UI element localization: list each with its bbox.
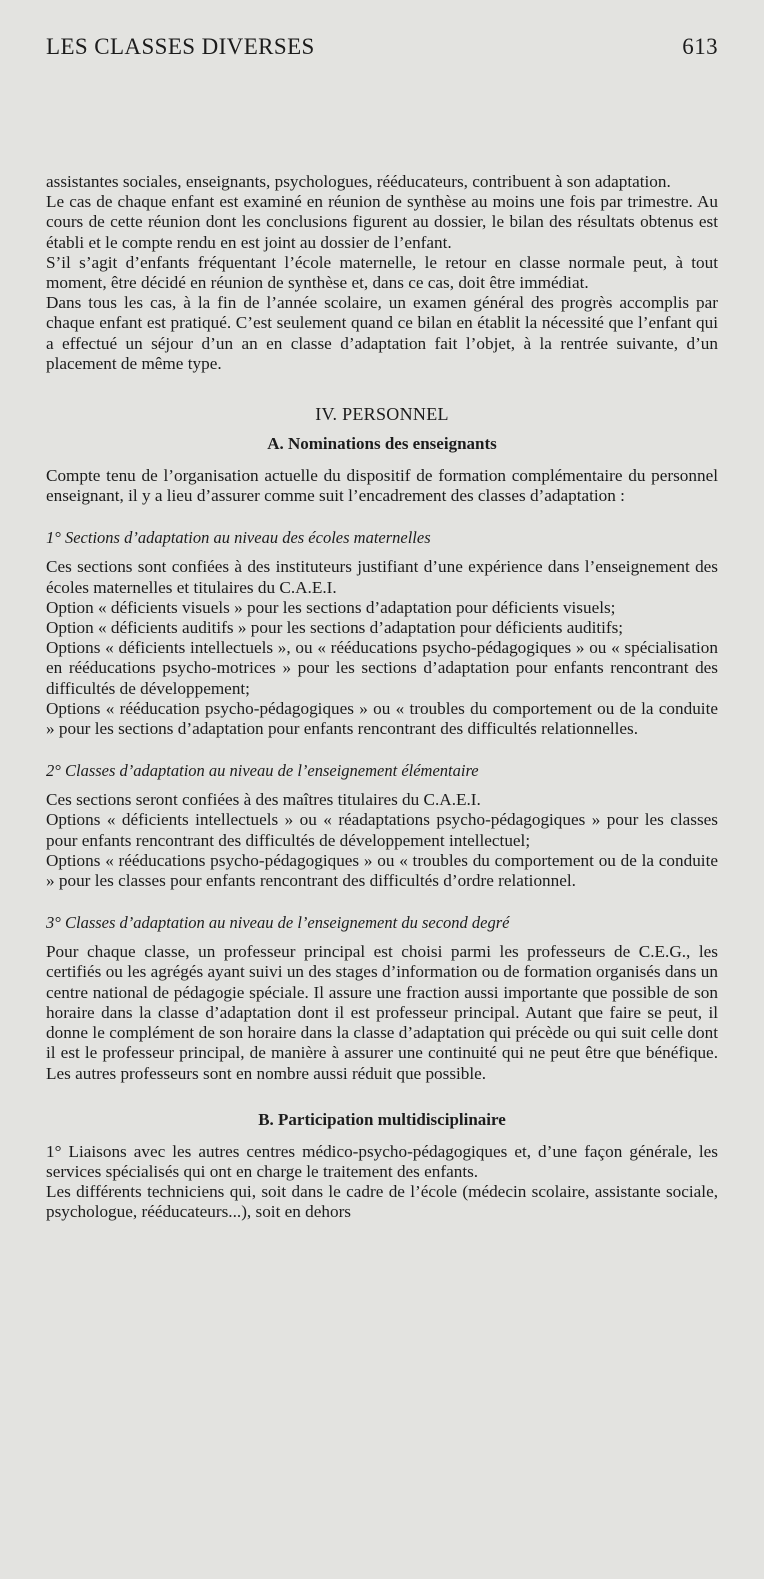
subsection-heading-a: A. Nominations des enseignants: [267, 434, 497, 454]
paragraph: Option « déficients visuels » pour les sections d’adaptation pour déficients visuels;: [46, 597, 616, 617]
paragraph: Options « déficients intellectuels », ou « rééducations psycho-pédagogiques » ou « spécialisation en rééducations psycho-motrices » pour les sections d’adaptation pour enfants rencontrant des difficultés de développement;: [46, 638, 718, 698]
chapter-title: LES CLASSES DIVERSES: [46, 34, 315, 59]
paragraph: Pour chaque classe, un professeur principal est choisi parmi les professeurs de C.E.G., les certifiés ou les agrégés ayant suivi un des stages d’information ou de formation organisés dans un centre national de pédagogie spéciale. Il assure une fraction aussi importante que possible de son horaire dans la classe d’adaptation dont il est professeur principal. Autant que faire se peut, il donne le complément de son horaire dans la classe d’adaptation qui précède ou qui suit celle dont il est le professeur principal, de manière à assurer une continuité qui ne peut être que bénéfique. Les autres professeurs sont en nombre aussi réduit que possible.: [46, 942, 718, 1083]
paragraph: Compte tenu de l’organisation actuelle du dispositif de formation complémentaire du personnel enseignant, il y a lieu d’assurer comme suit l’encadrement des classes d’adaptation :: [46, 466, 718, 506]
body-text: [46, 172, 718, 1223]
item-heading-1: 1° Sections d’adaptation au niveau des écoles maternelles: [46, 528, 431, 548]
paragraph: Option « déficients auditifs » pour les sections d’adaptation pour déficients auditifs;: [46, 618, 624, 638]
paragraph: Options « déficients intellectuels » ou « réadaptations psycho-pédagogiques » pour les classes pour enfants rencontrant des difficultés de développement intellectuel;: [46, 810, 718, 850]
running-head: [46, 34, 718, 60]
section-heading: IV. PERSONNEL: [315, 404, 449, 425]
paragraph: Les différents techniciens qui, soit dans le cadre de l’école (médecin scolaire, assistante sociale, psychologue, rééducateurs...), soit en dehors: [46, 1182, 718, 1222]
item-heading-3: 3° Classes d’adaptation au niveau de l’enseignement du second degré: [46, 913, 510, 933]
item-heading-2: 2° Classes d’adaptation au niveau de l’enseignement élémentaire: [46, 761, 479, 781]
paragraph: Ces sections sont confiées à des instituteurs justifiant d’une expérience dans l’enseignement des écoles maternelles et titulaires du C.A.E.I.: [46, 557, 718, 597]
paragraph: Dans tous les cas, à la fin de l’année scolaire, un examen général des progrès accomplis par chaque enfant est pratiqué. C’est seulement quand ce bilan en établit la nécessité que l’enfant qui a effectué un séjour d’un an en classe d’adaptation fait l’objet, à la rentrée suivante, d’un placement de même type.: [46, 293, 718, 373]
page-number: 613: [682, 34, 718, 59]
paragraph: Ces sections seront confiées à des maîtres titulaires du C.A.E.I.: [46, 790, 481, 810]
paragraph: 1° Liaisons avec les autres centres médico-psycho-pédagogiques et, d’une façon générale, les services spécialisés qui ont en charge le traitement des enfants.: [46, 1141, 718, 1181]
paragraph: Options « rééducation psycho-pédagogiques » ou « troubles du comportement ou de la conduite » pour les sections d’adaptation pour enfants rencontrant des difficultés relationnelles.: [46, 698, 718, 739]
paragraph: Options « rééducations psycho-pédagogiques » ou « troubles du comportement ou de la conduite » pour les classes pour enfants rencontrant des difficultés d’ordre relationnel.: [46, 850, 718, 891]
paragraph: assistantes sociales, enseignants, psychologues, rééducateurs, contribuent à son adaptation.: [46, 172, 671, 191]
paragraph: Le cas de chaque enfant est examiné en réunion de synthèse au moins une fois par trimestre. Au cours de cette réunion dont les conclusions figurent au dossier, le bilan des résultats obtenus est établi et le compte rendu en est joint au dossier de l’enfant.: [46, 192, 718, 252]
subsection-heading-b: B. Participation multidisciplinaire: [258, 1109, 506, 1129]
paragraph: S’il s’agit d’enfants fréquentant l’école maternelle, le retour en classe normale peut, à tout moment, être décidé en réunion de synthèse et, dans ce cas, doit être immédiat.: [46, 252, 718, 293]
